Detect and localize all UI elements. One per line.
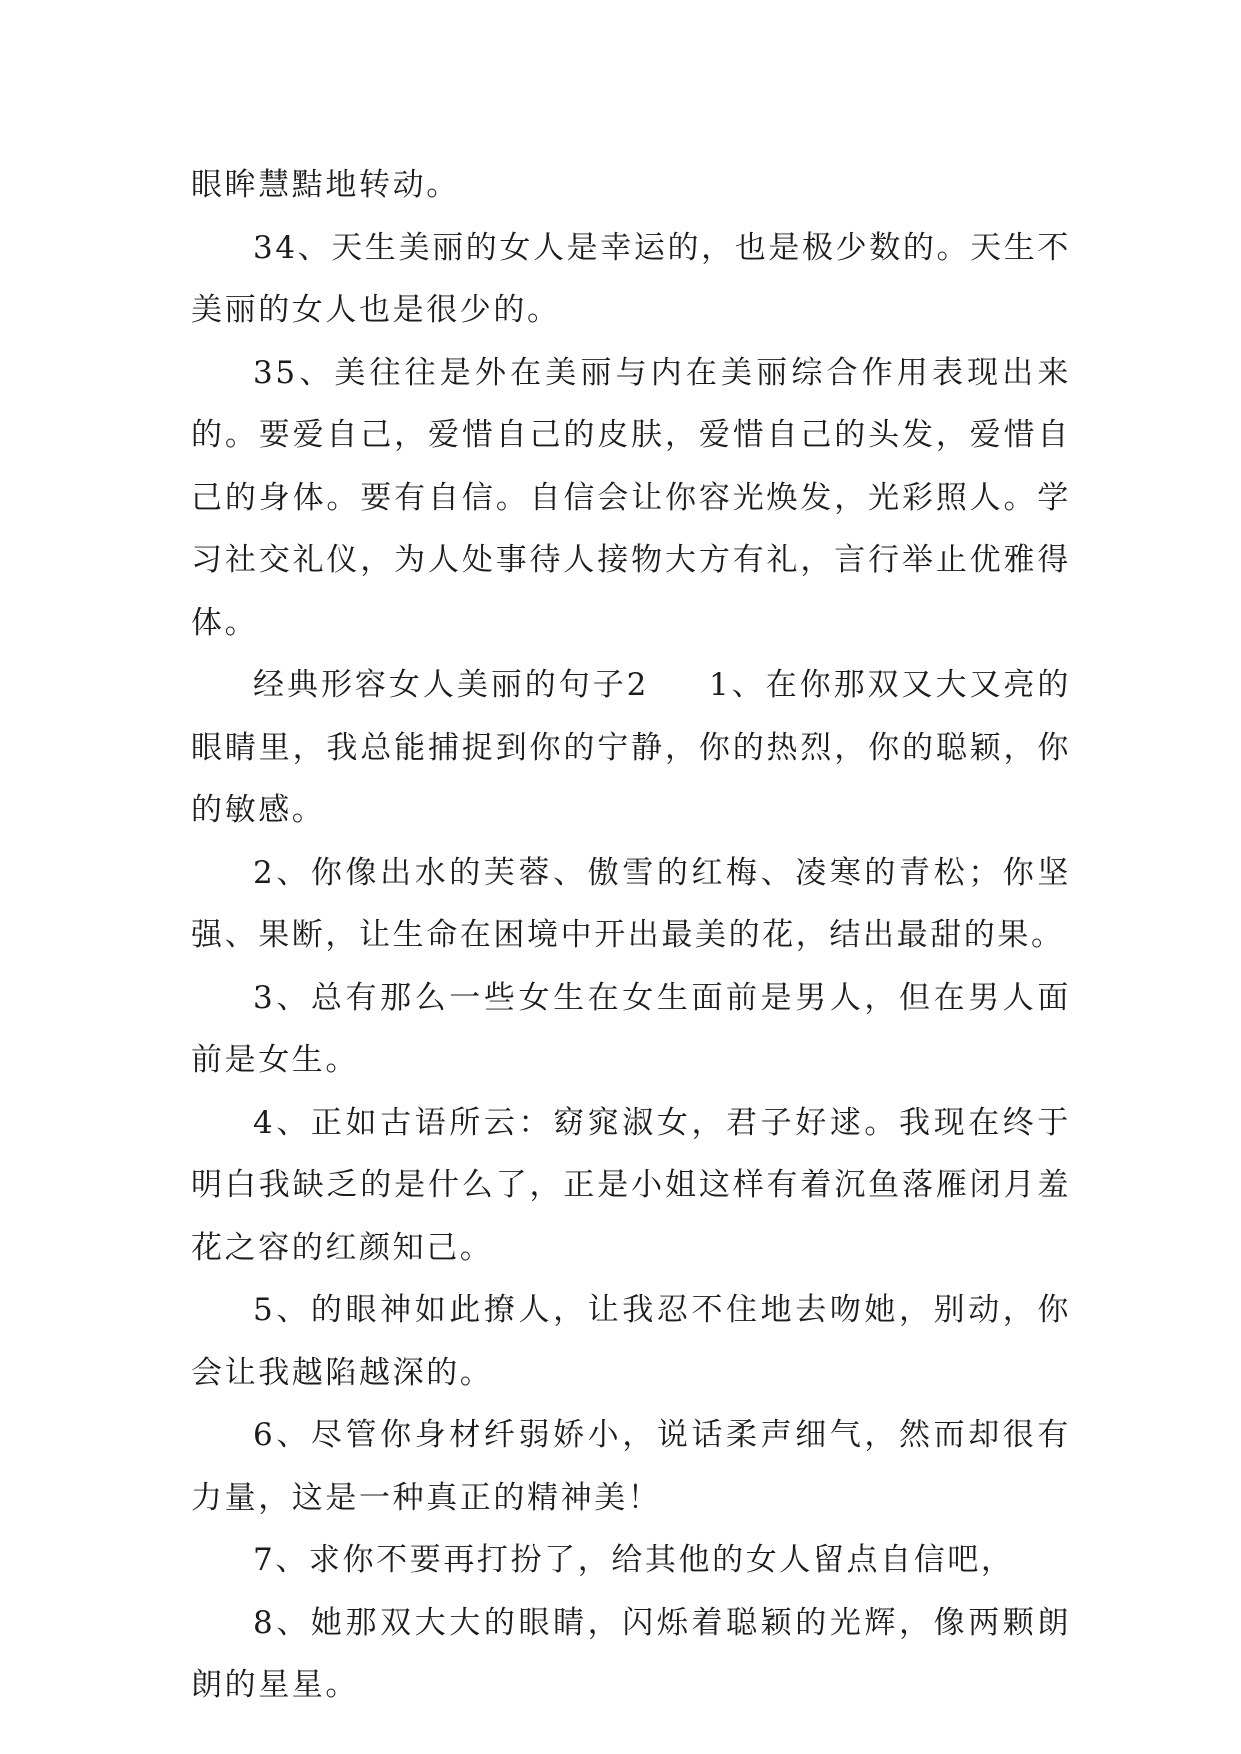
paragraph: 4、正如古语所云：窈窕淑女，君子好逑。我现在终于明白我缺乏的是什么了，正是小姐这样有着沉鱼落雁闭月羞花之容的红颜知己。 [191,1104,1071,1266]
paragraph: 8、她那双大大的眼睛，闪烁着聪颖的光辉，像两颗朗朗的星星。 [191,1604,1071,1703]
section-first-item: 1、在你那双又大又亮的眼睛里，我总能捕捉到你的宁静，你的热烈，你的聪颖，你的敏感。 [191,667,1071,828]
paragraph: 5、的眼神如此撩人，让我忍不住地去吻她，别动，你会让我越陷越深的。 [191,1292,1071,1391]
document-body [191,154,1071,1717]
paragraph: 6、尽管你身材纤弱娇小，说话柔声细气，然而却很有力量，这是一种真正的精神美！ [191,1417,1071,1516]
section-heading: 经典形容女人美丽的句子2 [253,667,649,703]
paragraph: 2、你像出水的芙蓉、傲雪的红梅、凌寒的青松；你坚强、果断，让生命在困境中开出最美的花，结出最甜的果。 [191,854,1071,953]
paragraph: 3、总有那么一些女生在女生面前是男人，但在男人面前是女生。 [191,979,1071,1078]
paragraph: 眼眸慧黠地转动。 [191,167,460,203]
paragraph: 35、美往往是外在美丽与内在美丽综合作用表现出来的。要爱自己，爱惜自己的皮肤，爱惜自己的头发，爱惜自己的身体。要有自信。自信会让你容光焕发，光彩照人。学习社交礼仪，为人处事待人接物大方有礼，言行举止优雅得体。 [191,354,1071,641]
paragraph: 7、求你不要再打扮了，给其他的女人留点自信吧， [253,1542,1015,1578]
paragraph: 34、天生美丽的女人是幸运的，也是极少数的。天生不美丽的女人也是很少的。 [191,229,1071,328]
section-paragraph [191,654,1071,842]
